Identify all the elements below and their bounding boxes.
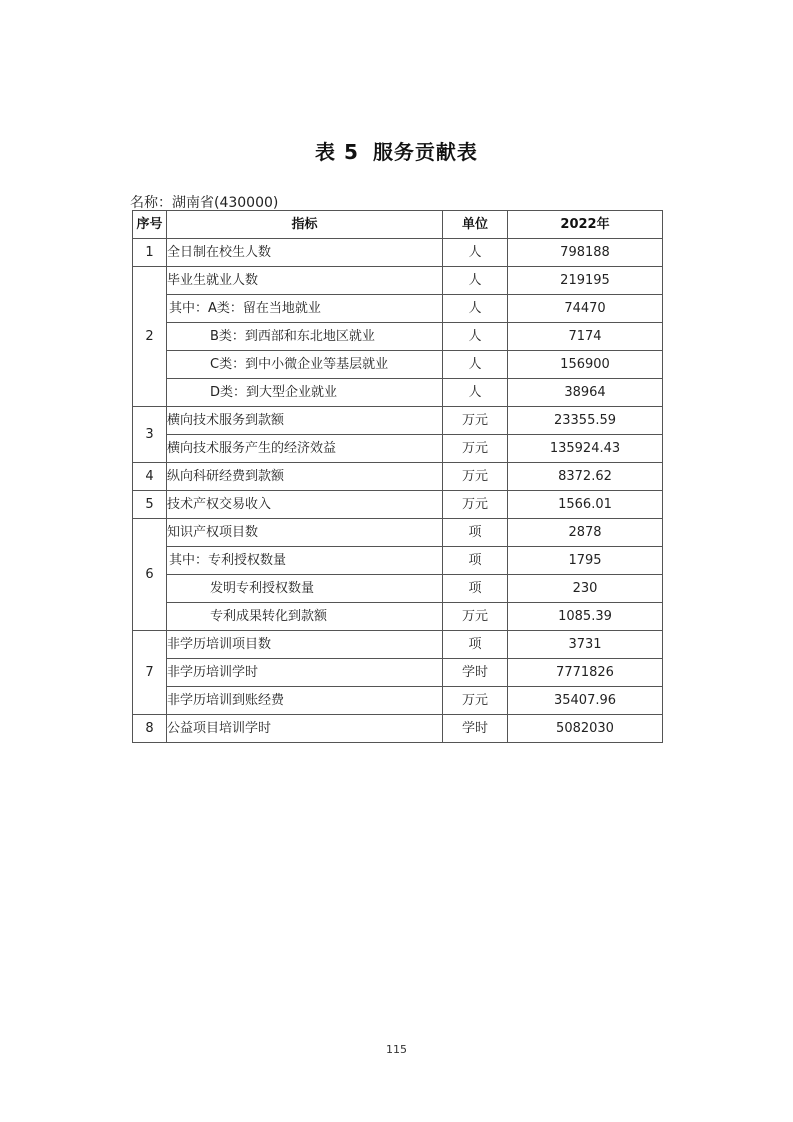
- value-cell: 219195: [508, 267, 663, 295]
- indicator-cell: D类：到大型企业就业: [167, 379, 443, 407]
- indicator-cell: 毕业生就业人数: [167, 267, 443, 295]
- unit-cell: 人: [443, 295, 508, 323]
- unit-cell: 万元: [443, 491, 508, 519]
- header-indicator: 指标: [167, 211, 443, 239]
- row-number: 6: [133, 519, 167, 631]
- unit-cell: 学时: [443, 715, 508, 743]
- indicator-cell: 专利成果转化到款额: [167, 603, 443, 631]
- table-row: [133, 519, 663, 547]
- row-number: 7: [133, 631, 167, 715]
- table-row: [133, 463, 663, 491]
- value-cell: 230: [508, 575, 663, 603]
- value-cell: 2878: [508, 519, 663, 547]
- table-row: [133, 435, 663, 463]
- table-number: 表 5: [315, 140, 359, 164]
- table-row: [133, 407, 663, 435]
- value-cell: 8372.62: [508, 463, 663, 491]
- indicator-cell: 横向技术服务产生的经济效益: [167, 435, 443, 463]
- row-number: 2: [133, 267, 167, 407]
- table-row: [133, 239, 663, 267]
- table-row: [133, 351, 663, 379]
- indicator-cell: 其中：A类：留在当地就业: [167, 295, 443, 323]
- table-row: [133, 267, 663, 295]
- table-header-row: [133, 211, 663, 239]
- value-cell: 38964: [508, 379, 663, 407]
- indicator-cell: C类：到中小微企业等基层就业: [167, 351, 443, 379]
- table-row: [133, 547, 663, 575]
- value-cell: 1566.01: [508, 491, 663, 519]
- table-name: 服务贡献表: [372, 140, 478, 164]
- indicator-cell: 纵向科研经费到款额: [167, 463, 443, 491]
- service-contribution-table: [132, 210, 663, 743]
- indicator-cell: 非学历培训学时: [167, 659, 443, 687]
- value-cell: 74470: [508, 295, 663, 323]
- unit-cell: 项: [443, 547, 508, 575]
- row-number: 1: [133, 239, 167, 267]
- row-number: 4: [133, 463, 167, 491]
- table-row: [133, 631, 663, 659]
- value-cell: 156900: [508, 351, 663, 379]
- value-cell: 5082030: [508, 715, 663, 743]
- page-number: 115: [386, 1043, 407, 1056]
- unit-cell: 万元: [443, 603, 508, 631]
- value-cell: 798188: [508, 239, 663, 267]
- page-title: [0, 136, 793, 165]
- table-row: [133, 715, 663, 743]
- indicator-cell: 非学历培训项目数: [167, 631, 443, 659]
- indicator-cell: 非学历培训到账经费: [167, 687, 443, 715]
- table-row: [133, 659, 663, 687]
- table-row: [133, 687, 663, 715]
- unit-cell: 项: [443, 575, 508, 603]
- table-row: [133, 575, 663, 603]
- row-number: 5: [133, 491, 167, 519]
- table-row: [133, 603, 663, 631]
- indicator-cell: 技术产权交易收入: [167, 491, 443, 519]
- unit-cell: 人: [443, 267, 508, 295]
- indicator-cell: 发明专利授权数量: [167, 575, 443, 603]
- indicator-cell: 知识产权项目数: [167, 519, 443, 547]
- indicator-cell: 横向技术服务到款额: [167, 407, 443, 435]
- organization-label: 名称：湖南省(430000): [130, 195, 279, 211]
- header-unit: 单位: [443, 211, 508, 239]
- value-cell: 135924.43: [508, 435, 663, 463]
- indicator-cell: 全日制在校生人数: [167, 239, 443, 267]
- indicator-cell: 其中：专利授权数量: [167, 547, 443, 575]
- unit-cell: 人: [443, 239, 508, 267]
- header-no: 序号: [133, 211, 167, 239]
- value-cell: 23355.59: [508, 407, 663, 435]
- unit-cell: 人: [443, 351, 508, 379]
- unit-cell: 万元: [443, 463, 508, 491]
- table-row: [133, 323, 663, 351]
- unit-cell: 万元: [443, 687, 508, 715]
- unit-cell: 人: [443, 323, 508, 351]
- header-year: 2022年: [508, 211, 663, 239]
- table-row: [133, 491, 663, 519]
- unit-cell: 人: [443, 379, 508, 407]
- value-cell: 35407.96: [508, 687, 663, 715]
- unit-cell: 学时: [443, 659, 508, 687]
- indicator-cell: B类：到西部和东北地区就业: [167, 323, 443, 351]
- value-cell: 7771826: [508, 659, 663, 687]
- value-cell: 1085.39: [508, 603, 663, 631]
- unit-cell: 项: [443, 519, 508, 547]
- unit-cell: 万元: [443, 435, 508, 463]
- table-row: [133, 295, 663, 323]
- value-cell: 3731: [508, 631, 663, 659]
- value-cell: 7174: [508, 323, 663, 351]
- row-number: 8: [133, 715, 167, 743]
- unit-cell: 万元: [443, 407, 508, 435]
- value-cell: 1795: [508, 547, 663, 575]
- indicator-cell: 公益项目培训学时: [167, 715, 443, 743]
- row-number: 3: [133, 407, 167, 463]
- unit-cell: 项: [443, 631, 508, 659]
- table-row: [133, 379, 663, 407]
